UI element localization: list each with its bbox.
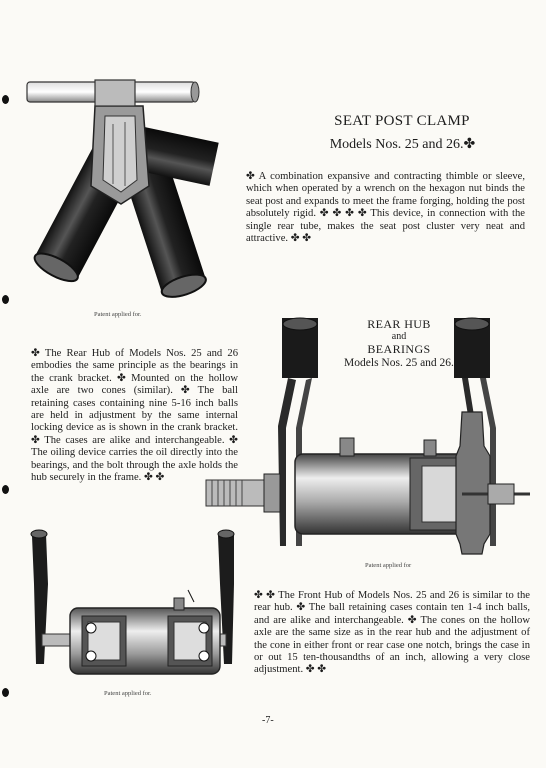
binder-hole — [2, 95, 9, 104]
front-hub-illustration — [28, 524, 240, 689]
seat-post-clamp-illustration — [25, 76, 250, 308]
seat-post-subtitle: Models Nos. 25 and 26.✤ — [329, 137, 476, 152]
binder-hole — [2, 485, 9, 494]
rear-hub-illustration — [200, 316, 530, 561]
front-hub-patent-caption: Patent applied for. — [104, 690, 152, 697]
rear-hub-title-bearings: BEARINGS — [367, 342, 431, 356]
rear-hub-patent-caption: Patent applied for — [365, 562, 412, 569]
seat-post-title: SEAT POST CLAMP — [334, 113, 470, 129]
front-hub-description: ✤ ✤ The Front Hub of Models Nos. 25 and 26 is similar to the rear hub. ✤ The ball retaining cases contain ten 1-4 inch balls, and are alike and interchangeable. ✤ The cones on the hollow axle are the same size as in the rear hub and the adjustment of the cone in either front or rear case one notch, brings the case in or out 15 ten-thousandths of an inch, allowing a very close adjustment. ✤ ✤ — [254, 590, 530, 676]
seat-post-description: ✤ A combination expansive and contracting thimble or sleeve, which when operated by a wrench on the hexagon nut binds the seat post and expands to meet the frame forging, holding the post absolutely rigid. ✤ ✤ ✤ ✤ This device, in connection with the single rear tube, makes the seat post cluster very neat and attractive. ✤ ✤ — [246, 171, 525, 245]
rear-hub-title: REAR HUB — [367, 317, 431, 331]
binder-hole — [2, 295, 9, 304]
rear-hub-title-and: and — [391, 331, 407, 342]
rear-hub-description: ✤ The Rear Hub of Models Nos. 25 and 26 embodies the same principle as the bearings in the crank bracket. ✤ Mounted on the hollow axle are two cones (similar). ✤ The ball retaining cases containing nine 5-16 inch balls are held in adjustment by the same internal locking device as is shown in the crank bracket. ✤ The cases are alike and interchangeable. ✤ The oiling device carries the oil directly into the bearings, and the bolt through the axle holds the hub securely in the frame. ✤ ✤ — [31, 348, 238, 484]
page-number: -7- — [262, 715, 274, 726]
binder-hole — [2, 688, 9, 697]
rear-hub-models: Models Nos. 25 and 26. — [344, 357, 454, 369]
seat-post-patent-caption: Patent applied for. — [94, 311, 142, 318]
